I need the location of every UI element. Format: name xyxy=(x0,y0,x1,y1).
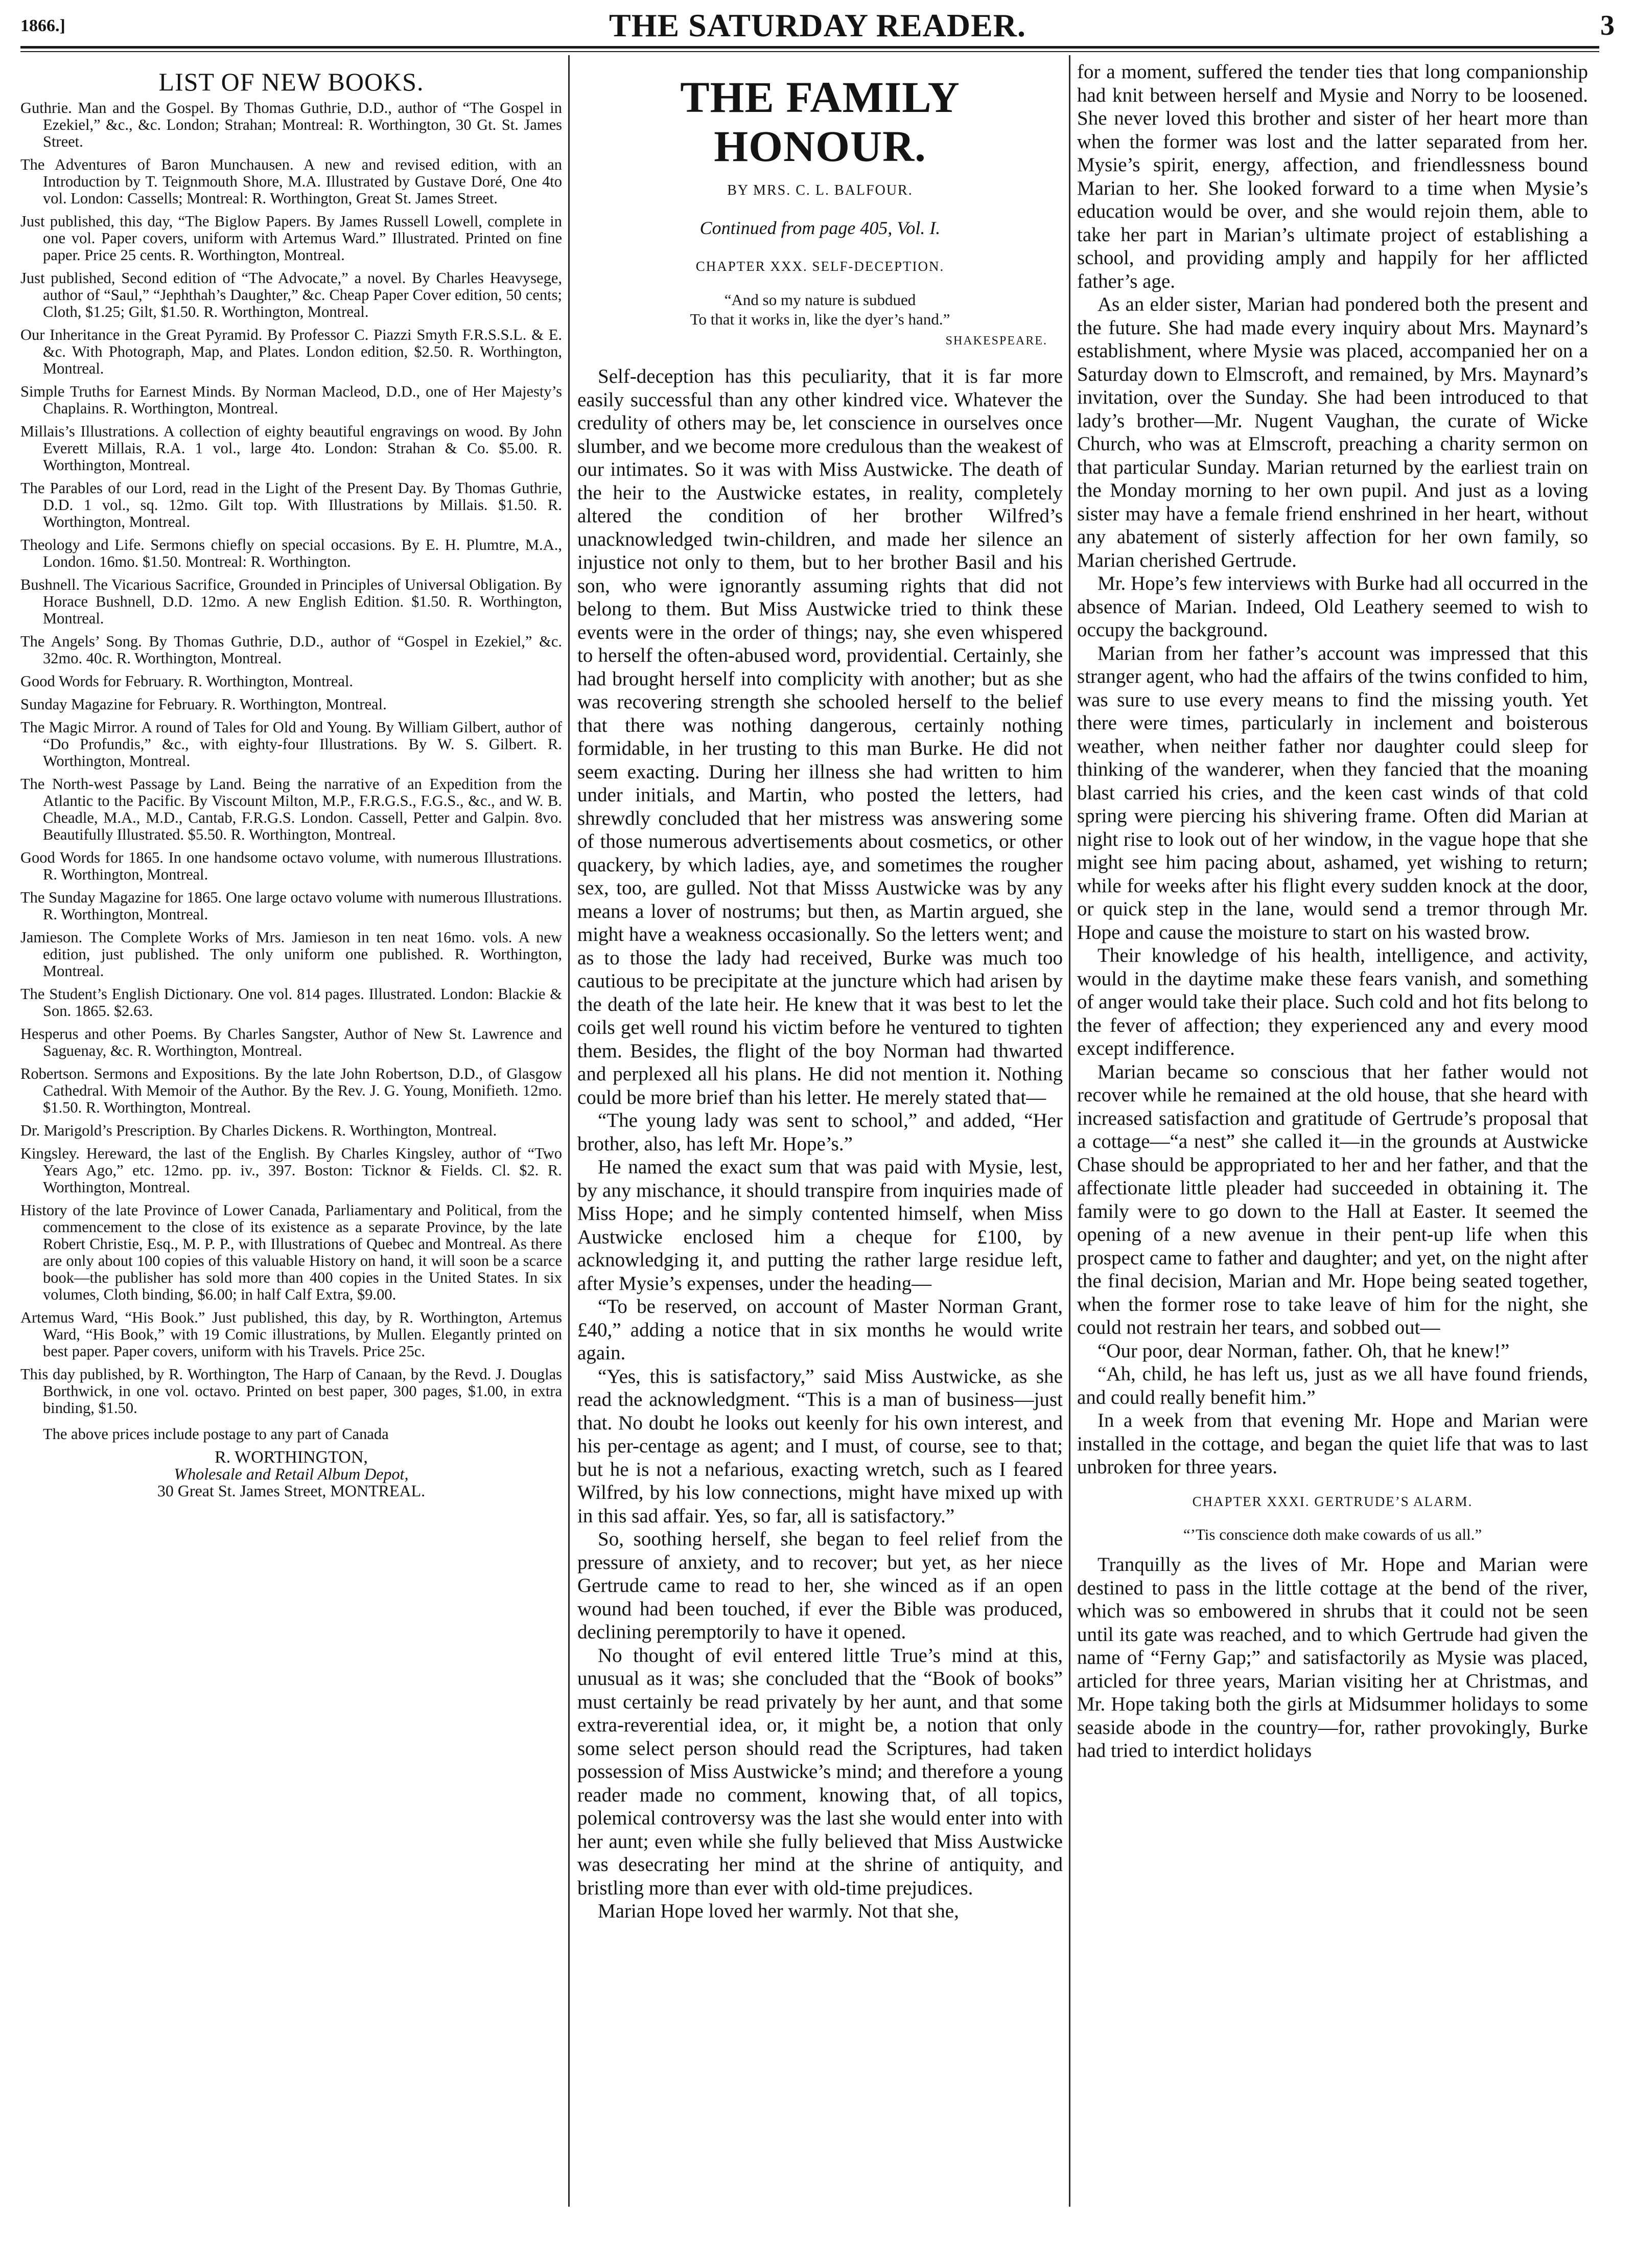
story-text xyxy=(577,365,1063,1923)
masthead xyxy=(20,7,1615,43)
book-listing: The North-west Passage by Land. Being the narrative of an Expedition from the Atlantic to the Pacific. By Viscount Milton, M.P., F.R.G.S., F.G.S., &c., and W. B. Cheadle, M.A., M.D., Cantab, F.R.G.S. London. Cassell, Petter and Galpin. 8vo. Beautifully Illustrated. $5.50. R. Worthington, Montreal. xyxy=(20,775,562,843)
book-listing: Jamieson. The Complete Works of Mrs. Jamieson in ten neat 16mo. vols. A new edition, just published. The only uniform one published. R. Worthington, Montreal. xyxy=(20,929,562,980)
chapter-heading: CHAPTER XXXI. GERTRUDE’S ALARM. xyxy=(1192,1493,1473,1509)
story-paragraph: Marian from her father’s account was impressed that this stranger agent, who had the affairs of the twins confided to him, was sure to use every means to find the missing youth. Yet there were times, particularly in inclement and boisterous weather, when neither father nor daughter could sleep for thinking of the wanderer, when they fancied that the moaning blast carried his cries, and the keen cast winds of that cold spring were piercing his shivering frame. Often did Marian at night rise to look out of her window, in the vague hope that she might see him pacing about, ashamed, yet wishing to return; while for weeks after his flight every sudden knock at the door, or quick step in the lane, would send a tremor through Mr. Hope and cause the moisture to start on his wasted brow. xyxy=(1077,642,1588,943)
story-paragraph: Tranquilly as the lives of Mr. Hope and Marian were destined to pass in the little cottage at the bend of the river, which was so embowered in shrubs that it could not be seen until its gate was reached, and to which Gertrude had given the name of “Ferny Gap;” and satisfactorily as Mysie was placed, articled for three years, Marian visiting her at Christmas, and Mr. Hope taking both the girls at Midsummer holidays to some seaside abode in the country—for, rather provokingly, Burke had tried to interdict holidays xyxy=(1077,1554,1588,1762)
book-entries xyxy=(20,100,562,1417)
advertiser-business: Wholesale and Retail Album Depot, xyxy=(174,1465,409,1483)
advertiser-address: 30 Great St. James Street, MONTREAL. xyxy=(157,1482,426,1500)
newspaper-title: THE SATURDAY READER. xyxy=(609,7,1026,43)
book-listing: Dr. Marigold’s Prescription. By Charles Dickens. R. Worthington, Montreal. xyxy=(20,1122,497,1139)
story-paragraph: Mr. Hope’s few interviews with Burke had all occurred in the absence of Marian. Indeed, Old Leathery seemed to wish to occupy the background. xyxy=(1077,572,1588,641)
continued-note: Continued from page 405, Vol. I. xyxy=(699,217,941,238)
book-listing: The Sunday Magazine for 1865. One large octavo volume with numerous Illustrations. R. Worthington, Montreal. xyxy=(20,889,562,923)
story-paragraph: “The young lady was sent to school,” and added, “Her brother, also, has left Mr. Hope’s.” xyxy=(577,1109,1063,1155)
book-listing: Good Words for February. R. Worthington, Montreal. xyxy=(20,673,354,690)
book-listing: The Student’s English Dictionary. One vol. 814 pages. Illustrated. London: Blackie & Son. 1865. $2.63. xyxy=(20,985,562,1020)
book-listing: The Magic Mirror. A round of Tales for Old and Young. By William Gilbert, author of “Do Profundis,” &c., with eighty-four Illustrations. By W. S. Gilbert. R. Worthington, Montreal. xyxy=(20,719,562,770)
story-paragraph: Marian became so conscious that her father would not recover while he remained at the old house, that she heard with increased satisfaction and gratitude of Gertrude’s proposal that a cottage—“a nest” she called it—in the grounds at Austwicke Chase should be appropriated to her and her father, and that the affectionate little pleader had succeeded in obtaining it. The family were to go down to the Hall at Easter. It seemed the opening of a new avenue in their pent-up life when this prospect came to father and daughter; and yet, on the night after the final decision, Marian and Mr. Hope being seated together, when the former rose to take leave of him for the night, she could not restrain her tears, and sobbed out— xyxy=(1077,1060,1588,1338)
story-paragraph: Self-deception has this peculiarity, that it is far more easily successful than any other kindred vice. Whatever the credulity of others may be, let conscience in ourselves once slumber, and we become more credulous than the weakest of our intimates. So it was with Miss Austwicke. The death of the heir to the Austwicke estates, in reality, completely altered the condition of her brother Wilfred’s unacknowledged twin-children, and made her silence an injustice not only to them, but to her brother Basil and his son, who were ignorantly assuming rights that did not belong to them. But Miss Austwicke tried to think these events were in the order of things; nay, she even whispered to herself the often-abused word, providential. Certainly, she had brought herself into complicity with another; but as she was recovering strength she schooled herself to the belief that there was nothing dangerous, certainly nothing formidable, in her trusting to this man Burke. He did not seem exacting. During her illness she had written to him under initials, and Martin, who posted the letters, had shrewdly concluded that her mistress was answering some of those numerous advertisements about cosmetics, or other quackery, by which ladies, aye, and sometimes the rougher sex, too, are gulled. Not that Misss Austwicke was by any means a lover of nostrums; but then, as Martin argued, she might have a weakness occasionally. So the letters went; and as to those the lady had received, Burke was much too cautious to be precipitate at the juncture which had arisen by the death of the late heir. He knew that it was best to let the coils get well round his victim before he ventured to tighten them. Besides, the flight of the boy Norman had thwarted and perplexed all his plans. He did not mention it. Nothing could be more brief than his letter. He merely stated that— xyxy=(577,365,1063,1108)
story-paragraph: “Ah, child, he has left us, just as we all have found friends, and could really benefit him.” xyxy=(1077,1363,1588,1408)
story-paragraph: Marian Hope loved her warmly. Not that she, xyxy=(598,1900,959,1922)
book-listing: Guthrie. Man and the Gospel. By Thomas Guthrie, D.D., author of “The Gospel in Ezekiel,” &c., &c. London; Strahan; Montreal: R. Worthington, 30 Gt. St. James Street. xyxy=(20,99,562,150)
header-rule xyxy=(20,46,1599,49)
story-paragraph: “To be reserved, on account of Master Norman Grant, £40,” adding a notice that in six months he would write again. xyxy=(577,1295,1063,1364)
story-paragraph: for a moment, suffered the tender ties that long companionship had knit between herself and Mysie and Norry to be loosened. She never loved this brother and sister of her heart more than when the former was lost and the latter separated from her. Mysie’s spirit, energy, affection, and friendlessness bound Marian to her. She looked forward to a time when Mysie’s education would be over, and she would rejoin them, able to take her part in Marian’s ultimate project of establishing a school, and providing amply and happily for her afflicted father’s age. xyxy=(1077,61,1588,292)
story-paragraph: He named the exact sum that was paid with Mysie, lest, by any mischance, it should transpire from inquiries made of Miss Hope; and he simply contented himself, when Miss Austwicke enclosed him a cheque for £100, by acknowledging it, and putting the rather large residue left, after Mysie’s expenses, under the heading— xyxy=(577,1156,1063,1294)
book-listing: Just published, Second edition of “The Advocate,” a novel. By Charles Heavysege, author of “Saul,” “Jephthah’s Daughter,” &c. Cheap Paper Cover edition, 50 cents; Cloth, $1.25; Gilt, $1.50. R. Worthington, Montreal. xyxy=(20,269,562,320)
book-listing: History of the late Province of Lower Canada, Parliamentary and Political, from the commencement to the close of its existence as a separate Province, by the late Robert Christie, Esq., M. P. P., with Illustrations of Quebec and Montreal. As there are only about 100 copies of this valuable History on hand, it will soon be a scarce book—the publisher has sold more than 400 copies in the United States. In six volumes, Cloth binding, $6.00; in half Calf Extra, $9.00. xyxy=(20,1201,562,1303)
section-title: LIST OF NEW BOOKS. xyxy=(158,67,424,96)
column-divider xyxy=(568,55,570,2207)
column-divider xyxy=(1069,55,1070,2207)
story-column-2 xyxy=(1077,60,1588,2207)
book-listing: Hesperus and other Poems. By Charles Sangster, Author of New St. Lawrence and Saguenay, &c. R. Worthington, Montreal. xyxy=(20,1025,562,1059)
book-listing: Sunday Magazine for February. R. Worthington, Montreal. xyxy=(20,696,387,713)
epigraph-author: SHAKESPEARE. xyxy=(945,334,1047,348)
story-text xyxy=(1077,1553,1588,1763)
story-paragraph: In a week from that evening Mr. Hope and Marian were installed in the cottage, and began the quiet life that was to last unbroken for three years. xyxy=(1077,1409,1588,1478)
advertiser-name: R. WORTHINGTON, xyxy=(215,1448,368,1467)
book-list-column xyxy=(20,60,562,2207)
book-listing: Theology and Life. Sermons chiefly on special occasions. By E. H. Plumtre, M.A., London. 16mo. $1.50. Montreal: R. Worthington. xyxy=(20,536,562,570)
story-text xyxy=(1077,60,1588,1479)
book-listing: This day published, by R. Worthington, The Harp of Canaan, by the Revd. J. Douglas Borthwick, in one vol. octavo. Printed on best paper, 300 pages, $1.00, in extra binding, $1.50. xyxy=(20,1366,562,1417)
book-listing: The Adventures of Baron Munchausen. A new and revised edition, with an Introduction by T. Teignmouth Shore, M.A. Illustrated by Gustave Doré, One 4to vol. London: Cassells; Montreal: R. Worthington, Great St. James Street. xyxy=(20,156,562,207)
book-listing: Kingsley. Hereward, the last of the English. By Charles Kingsley, author of “Two Years Ago,” etc. 12mo. pp. iv., 397. Boston: Ticknor & Fields. Cl. $2. R. Worthington, Montreal. xyxy=(20,1145,562,1196)
book-listing: Artemus Ward, “His Book.” Just published, this day, by R. Worthington, Artemus Ward, “His Book,” with 19 Comic illustrations, by Mullen. Elegantly printed on best paper. Paper covers, uniform with his Travels. Price 25c. xyxy=(20,1309,562,1360)
story-paragraph: So, soothing herself, she began to feel relief from the pressure of anxiety, and to recover; but yet, as her niece Gertrude came to read to her, she winced as if an open wound had been touched, if ever the Bible was produced, declining peremptorily to have it opened. xyxy=(577,1528,1063,1643)
chapter-heading: CHAPTER XXX. SELF-DECEPTION. xyxy=(695,259,945,274)
book-listing: Just published, this day, “The Biglow Papers. By James Russell Lowell, complete in one vol. Paper covers, uniform with Artemus Ward.” Illustrated. Printed on fine paper. Price 25 cents. R. Worthington, Montreal. xyxy=(20,213,562,264)
epigraph-line: “And so my nature is subdued xyxy=(724,290,916,309)
book-listing: Simple Truths for Earnest Minds. By Norman Macleod, D.D., one of Her Majesty’s Chaplains. R. Worthington, Montreal. xyxy=(20,383,562,417)
story-paragraph: “Yes, this is satisfactory,” said Miss Austwicke, as she read the acknowledgment. “This is a man of business—just that. No doubt he looks out keenly for his own interest, and his per-centage as agent; and I must, of course, see to that; but he is not a nefarious, exacting wretch, such as I feared Wilfred, by his low connections, might have mixed up with in this sad affair. Yes, so far, all is satisfactory.” xyxy=(577,1365,1063,1527)
epigraph-line: To that it works in, like the dyer’s hand.” xyxy=(690,310,950,328)
story-byline: BY MRS. C. L. BALFOUR. xyxy=(727,182,913,198)
page-number: 3 xyxy=(1600,10,1615,41)
book-listing: The Parables of our Lord, read in the Light of the Present Day. By Thomas Guthrie, D.D. 1 vol., sq. 12mo. Gilt top. With Illustrations by Millais. $1.50. R. Worthington, Montreal. xyxy=(20,479,562,530)
book-listing: Millais’s Illustrations. A collection of eighty beautiful engravings on wood. By John Everett Millais, R.A. 1 vol., large 4to. London: Strahan & Co. $5.00. R. Worthington, Montreal. xyxy=(20,423,562,474)
book-listing: Robertson. Sermons and Expositions. By the late John Robertson, D.D., of Glasgow Cathedral. With Memoir of the Author. By the Rev. J. G. Young, Monifieth. 12mo. $1.50. R. Worthington, Montreal. xyxy=(20,1065,562,1116)
book-listing: Our Inheritance in the Great Pyramid. By Professor C. Piazzi Smyth F.R.S.S.L. & E. &c. With Photograph, Map, and Plates. London edition, $2.50. R. Worthington, Montreal. xyxy=(20,326,562,377)
book-listing: The Angels’ Song. By Thomas Guthrie, D.D., author of “Gospel in Ezekiel,” &c. 32mo. 40c. R. Worthington, Montreal. xyxy=(20,633,562,667)
story-paragraph: As an elder sister, Marian had pondered both the present and the future. She had made every inquiry about Mrs. Maynard’s establishment, where Mysie was placed, accompanied her on a Saturday down to Elmscroft, and remained, by Mrs. Maynard’s invitation, over the Sunday. She had been introduced to that lady’s brother—Mr. Nugent Vaughan, the curate of Wicke Church, who was at Elmscroft, preaching a charity sermon on that particular Sunday. Marian returned by the earliest train on the Monday morning to her own pupil. And just as a loving sister may have a female friend enshrined in her heart, without any abatement of sisterly affection for her own family, so Marian cherished Gertrude. xyxy=(1077,293,1588,571)
story-paragraph: Their knowledge of his health, intelligence, and activity, would in the daytime make these fears vanish, and something of anger would take their place. Such cold and hot fits belong to the fever of affection; they experienced any and every mood except indifference. xyxy=(1077,944,1588,1059)
postage-note: The above prices include postage to any part of Canada xyxy=(43,1425,389,1443)
story-title: THE FAMILY HONOUR. xyxy=(680,73,960,171)
book-listing: Good Words for 1865. In one handsome octavo volume, with numerous Illustrations. R. Worthington, Montreal. xyxy=(20,849,562,883)
header-year: 1866.] xyxy=(20,16,65,35)
header-rule-thin xyxy=(20,51,1599,52)
epigraph-line: “’Tis conscience doth make cowards of us all.” xyxy=(1183,1525,1482,1543)
story-paragraph: “Our poor, dear Norman, father. Oh, that he knew!” xyxy=(1097,1339,1510,1362)
story-paragraph: No thought of evil entered little True’s mind at this, unusual as it was; she concluded that the “Book of books” must certainly be read privately by her aunt, and that some extra-reverential idea, or, it might be, a notion that only some select person should read the Scriptures, had taken possession of Miss Austwicke’s mind; and therefore a young reader made no comment, knowing that, of all topics, polemical controversy was the last she would enter into with her aunt; even while she fully believed that Miss Austwicke was desecrating her mind at the shrine of antiquity, and bristling more than ever with old-time prejudices. xyxy=(577,1644,1063,1899)
book-listing: Bushnell. The Vicarious Sacrifice, Grounded in Principles of Universal Obligation. By Horace Bushnell, D.D. 12mo. A new English Edition. $1.50. R. Worthington, Montreal. xyxy=(20,576,562,627)
story-column-1 xyxy=(577,60,1063,2207)
